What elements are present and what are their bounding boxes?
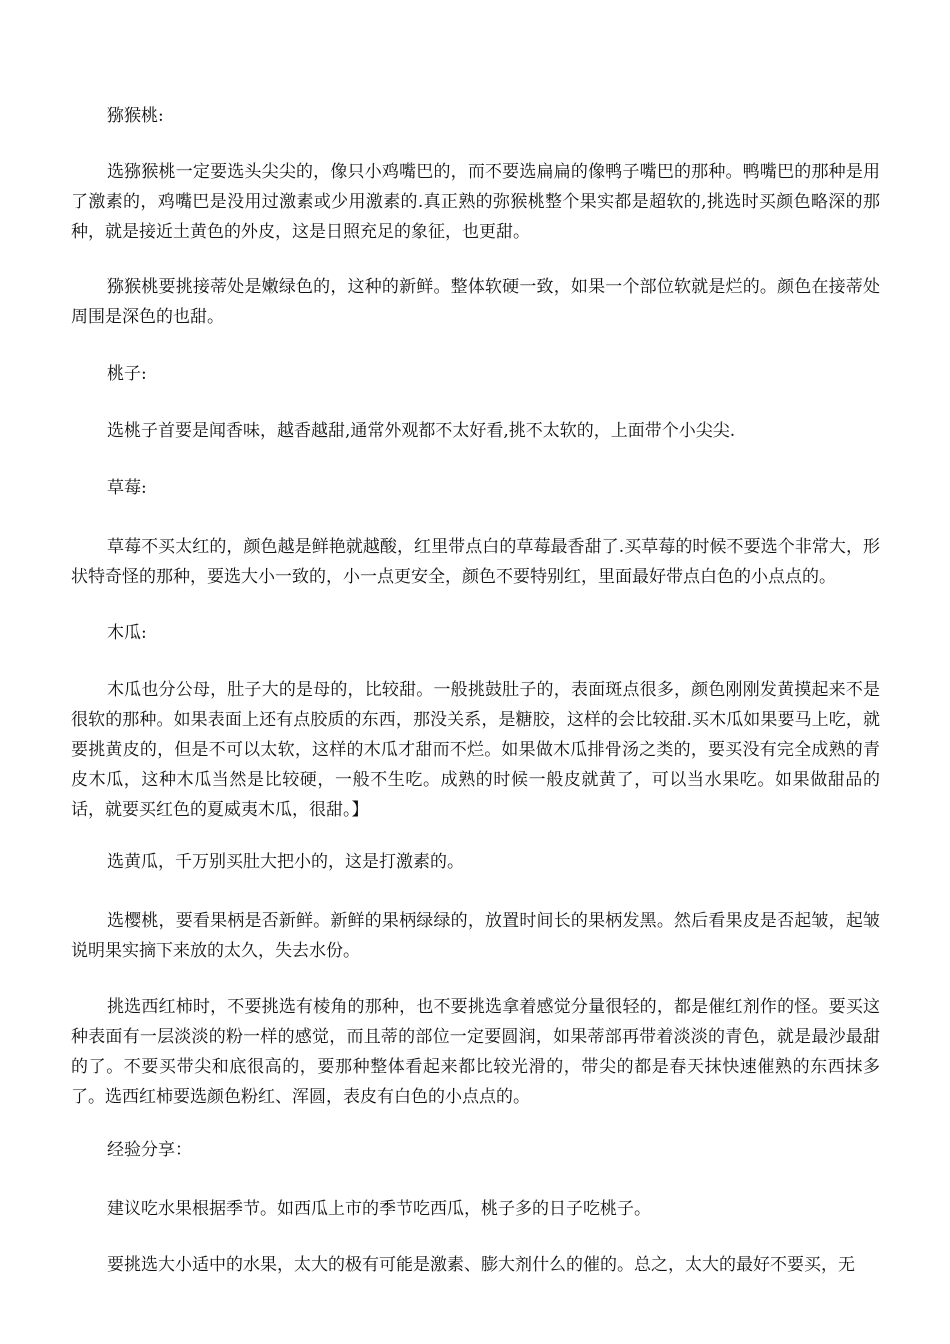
heading-strawberry: 草莓: <box>107 478 147 498</box>
heading-peach: 桃子: <box>107 364 147 384</box>
paragraph-cherry: 选樱桃，要看果柄是否新鲜。新鲜的果柄绿绿的，放置时间长的果柄发黑。然后看果皮是否起皱，起皱说明果实摘下来放的太久，失去水份。 <box>71 911 880 961</box>
paragraph-size: 要挑选大小适中的水果，太大的极有可能是激素、膨大剂什么的催的。总之，太大的最好不要买，无 <box>107 1255 855 1275</box>
paragraph-papaya: 木瓜也分公母，肚子大的是母的，比较甜。一般挑鼓肚子的，表面斑点很多，颜色刚刚发黄摸起来不是很软的那种。如果表面上还有点胶质的东西，那没关系，是糖胶，这样的会比较甜.买木瓜如果要马上吃，就要挑黄皮的，但是不可以太软，这样的木瓜才甜而不烂。如果做木瓜排骨汤之类的，要买没有完全成熟的青皮木瓜，这种木瓜当然是比较硬，一般不生吃。成熟的时候一般皮就黄了，可以当水果吃。如果做甜品的话，就要买红色的夏威夷木瓜，很甜。】 <box>71 680 880 820</box>
heading-papaya: 木瓜: <box>107 623 147 643</box>
paragraph-strawberry: 草莓不买太红的，颜色越是鲜艳就越酸，红里带点白的草莓最香甜了.买草莓的时候不要选个非常大，形状特奇怪的那种，要选大小一致的，小一点更安全，颜色不要特别红，里面最好带点白色的小点点的。 <box>71 537 880 587</box>
paragraph-tomato: 挑选西红柿时，不要挑选有棱角的那种，也不要挑选拿着感觉分量很轻的，都是催红剂作的怪。要买这种表面有一层淡淡的粉一样的感觉，而且蒂的部位一定要圆润，如果蒂部再带着淡淡的青色，就是最沙最甜的了。不要买带尖和底很高的，要那种整体看起来都比较光滑的，带尖的都是春天抹快速催熟的东西抹多了。选西红柿要选颜色粉红、浑圆，表皮有白色的小点点的。 <box>71 997 880 1107</box>
paragraph-season: 建议吃水果根据季节。如西瓜上市的季节吃西瓜，桃子多的日子吃桃子。 <box>107 1199 651 1219</box>
heading-experience: 经验分享： <box>107 1140 192 1160</box>
paragraph-peach: 选桃子首要是闻香味，越香越甜,通常外观都不太好看,挑不太软的，上面带个小尖尖. <box>107 421 736 441</box>
heading-kiwi: 猕猴桃: <box>107 106 164 126</box>
paragraph-kiwi-stem: 猕猴桃要挑接蒂处是嫩绿色的，这种的新鲜。整体软硬一致，如果一个部位软就是烂的。颜色在接蒂处周围是深色的也甜。 <box>71 277 880 327</box>
paragraph-cucumber: 选黄瓜，千万别买肚大把小的，这是打激素的。 <box>107 852 464 872</box>
paragraph-kiwi-shape: 选猕猴桃一定要选头尖尖的，像只小鸡嘴巴的，而不要选扁扁的像鸭子嘴巴的那种。鸭嘴巴的那种是用了激素的，鸡嘴巴是没用过激素或少用激素的.真正熟的弥猴桃整个果实都是超软的,挑选时买颜色略深的那种，就是接近土黄色的外皮，这是日照充足的象征，也更甜。 <box>71 162 880 242</box>
